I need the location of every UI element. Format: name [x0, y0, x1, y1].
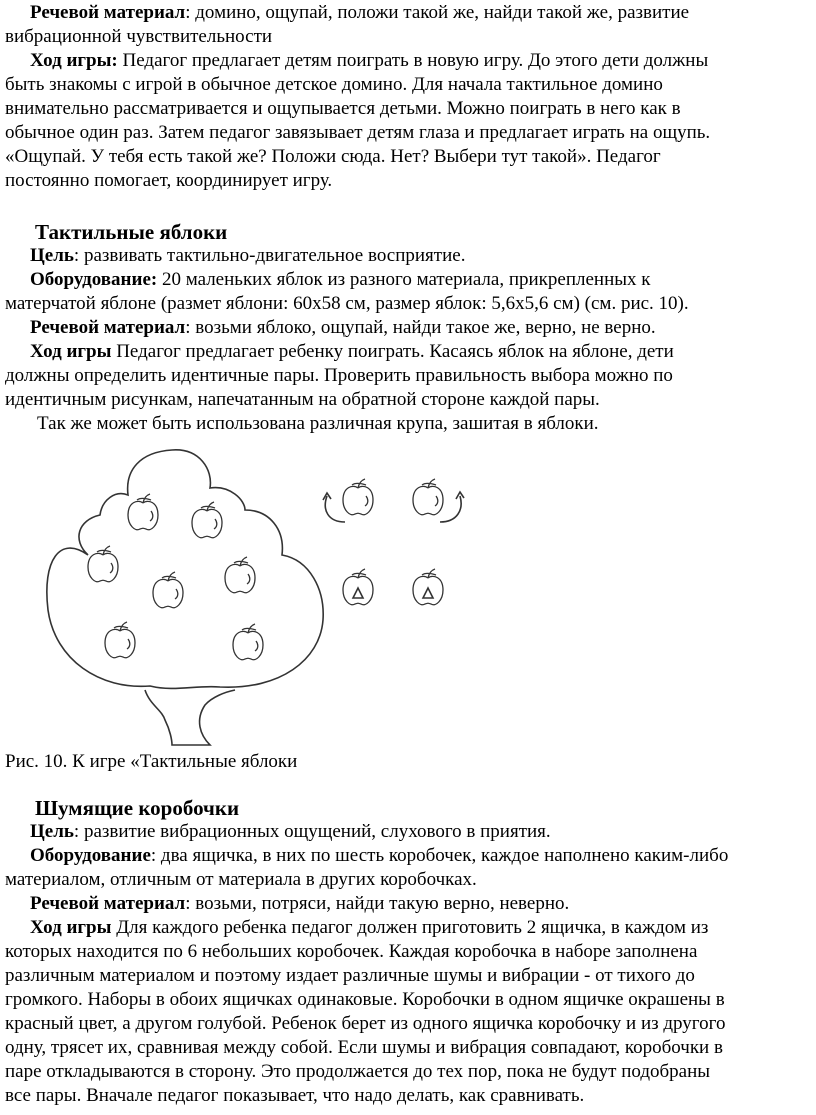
section-tactile-apples-text [5, 244, 689, 436]
text-line [5, 820, 728, 844]
paragraph [5, 268, 689, 316]
line-text: : возьми, потряси, найди такую верно, неверно. [185, 893, 570, 914]
text-line [5, 364, 689, 388]
triangle-mark-icon [423, 588, 433, 598]
paragraph [5, 892, 728, 916]
text-line [5, 892, 728, 916]
line-text: красный цвет, а другом голубой. Ребенок берет из одного ящичка коробочку и из другого [5, 1013, 726, 1034]
line-text: обычное один раз. Затем педагог завязывает детям глаза и предлагает играть на ощупь. [5, 122, 711, 143]
text-line [5, 169, 710, 193]
line-text: различным материалом и поэтому издает различные шумы и вибрации - от тихого до [5, 965, 695, 986]
line-text: быть знакомы с игрой в обычное детское домино. Для начала тактильное домино [5, 74, 663, 95]
paragraph-lead: Оборудование: [30, 269, 158, 290]
paragraph [5, 820, 728, 844]
line-text: которых находится по 6 небольших коробочек. Каждая коробочка в наборе заполнена [5, 941, 698, 962]
text-line [5, 145, 710, 169]
line-text: 20 маленьких яблок из разного материала, прикрепленных к [157, 269, 651, 290]
line-text: Педагог предлагает детям поиграть в новую игру. До этого дети должны [117, 50, 709, 71]
line-text: : развитие вибрационных ощущений, слухового в приятия. [73, 821, 551, 842]
apple-icon [192, 502, 222, 538]
apple-icon [153, 572, 183, 608]
apple-icon [88, 546, 118, 582]
heading-noisy-boxes: Шумящие коробочки [35, 796, 240, 820]
text-line [5, 121, 710, 145]
line-text: паре откладываются в сторону. Это продолжается до тех пор, пока не будут подобраны [5, 1061, 711, 1082]
text-line [5, 1084, 728, 1108]
text-line [5, 268, 689, 292]
line-text: одну, трясет их, сравнивая между собой. Если шумы и вибрация совпадают, коробочки в [5, 1037, 723, 1058]
text-line [5, 49, 710, 73]
text-line [5, 412, 689, 436]
text-line [5, 1, 710, 25]
paragraph [5, 1, 710, 49]
paragraph [5, 844, 728, 892]
text-line [5, 340, 689, 364]
text-line [5, 1036, 728, 1060]
apple-tree-figure [0, 440, 480, 750]
apple-icon [105, 622, 135, 658]
line-text: : два ящичка, в них по шесть коробочек, каждое наполнено каким-либо [150, 845, 729, 866]
text-line [5, 868, 728, 892]
line-text: вибрационной чувствительности [5, 26, 273, 47]
paragraph-lead: Ход игры [30, 341, 112, 362]
line-text: матерчатой яблоне (размет яблони: 60х58 см, размер яблок: 5,6х5,6 см) (см. рис. 10). [5, 293, 689, 314]
paragraph-lead: Оборудование [30, 845, 151, 866]
text-line [5, 988, 728, 1012]
line-text: идентичным рисункам, напечатанным на обратной стороне каждой пары. [5, 389, 600, 410]
heading-tactile-apples: Тактильные яблоки [35, 220, 228, 244]
paragraph-lead: Речевой материал [30, 317, 186, 338]
paragraph [5, 916, 728, 1108]
paragraph-lead: Цель [30, 245, 74, 266]
paragraph-lead: Цель [30, 821, 74, 842]
line-text: Так же может быть использована различная крупа, зашитая в яблоки. [37, 413, 599, 434]
line-text: постоянно помогает, координирует игру. [5, 170, 333, 191]
text-line [5, 244, 689, 268]
line-text: Для каждого ребенка педагог должен приготовить 2 ящичка, в каждом из [111, 917, 709, 938]
paragraph [5, 316, 689, 340]
paragraph [5, 49, 710, 193]
apple-icon [233, 624, 263, 660]
line-text: громкого. Наборы в обоих ящичках одинаковые. Коробочки в одном ящичке окрашены в [5, 989, 725, 1010]
line-text: «Ощупай. У тебя есть такой же? Положи сюда. Нет? Выбери тут такой». Педагог [5, 146, 661, 167]
text-line [5, 388, 689, 412]
text-line [5, 25, 710, 49]
figure-caption: Рис. 10. К игре «Тактильные яблоки [5, 751, 298, 772]
text-line [5, 844, 728, 868]
text-line [5, 97, 710, 121]
text-line [5, 1060, 728, 1084]
text-line [5, 1012, 728, 1036]
line-text: : развивать тактильно-двигательное восприятие. [73, 245, 466, 266]
line-text: внимательно рассматривается и ощупывается детьми. Можно поиграть в него как в [5, 98, 681, 119]
paragraph [5, 412, 689, 436]
text-line [5, 940, 728, 964]
line-text: материалом, отличным от материала в других коробочках. [5, 869, 477, 890]
triangle-mark-icon [353, 588, 363, 598]
paragraph-lead: Ход игры: [30, 50, 118, 71]
apple-icon [225, 557, 255, 593]
text-line [5, 292, 689, 316]
section-noisy-boxes-text [5, 820, 728, 1108]
line-text: Педагог предлагает ребенку поиграть. Касаясь яблок на яблоне, дети [111, 341, 674, 362]
paragraph-lead: Речевой материал [30, 893, 186, 914]
apple-icon [128, 494, 158, 530]
line-text: : возьми яблоко, ощупай, найди такое же, верно, не верно. [185, 317, 656, 338]
tree-trunk-outline [145, 690, 235, 745]
paragraph-lead: Ход игры [30, 917, 112, 938]
line-text: все пары. Вначале педагог показывает, что надо делать, как сравнивать. [5, 1085, 585, 1106]
paragraph [5, 340, 689, 412]
text-line [5, 964, 728, 988]
paragraph-lead: Речевой материал [30, 2, 186, 23]
section-domino-text [5, 1, 710, 193]
line-text: должны определить идентичные пары. Проверить правильность выбора можно по [5, 365, 673, 386]
text-line [5, 916, 728, 940]
text-line [5, 316, 689, 340]
text-line [5, 73, 710, 97]
apple-icon [413, 479, 443, 515]
line-text: : домино, ощупай, положи такой же, найди такой же, развитие [185, 2, 690, 23]
rotate-arrow-left-icon [325, 496, 345, 522]
paragraph [5, 244, 689, 268]
apple-icon [343, 479, 373, 515]
